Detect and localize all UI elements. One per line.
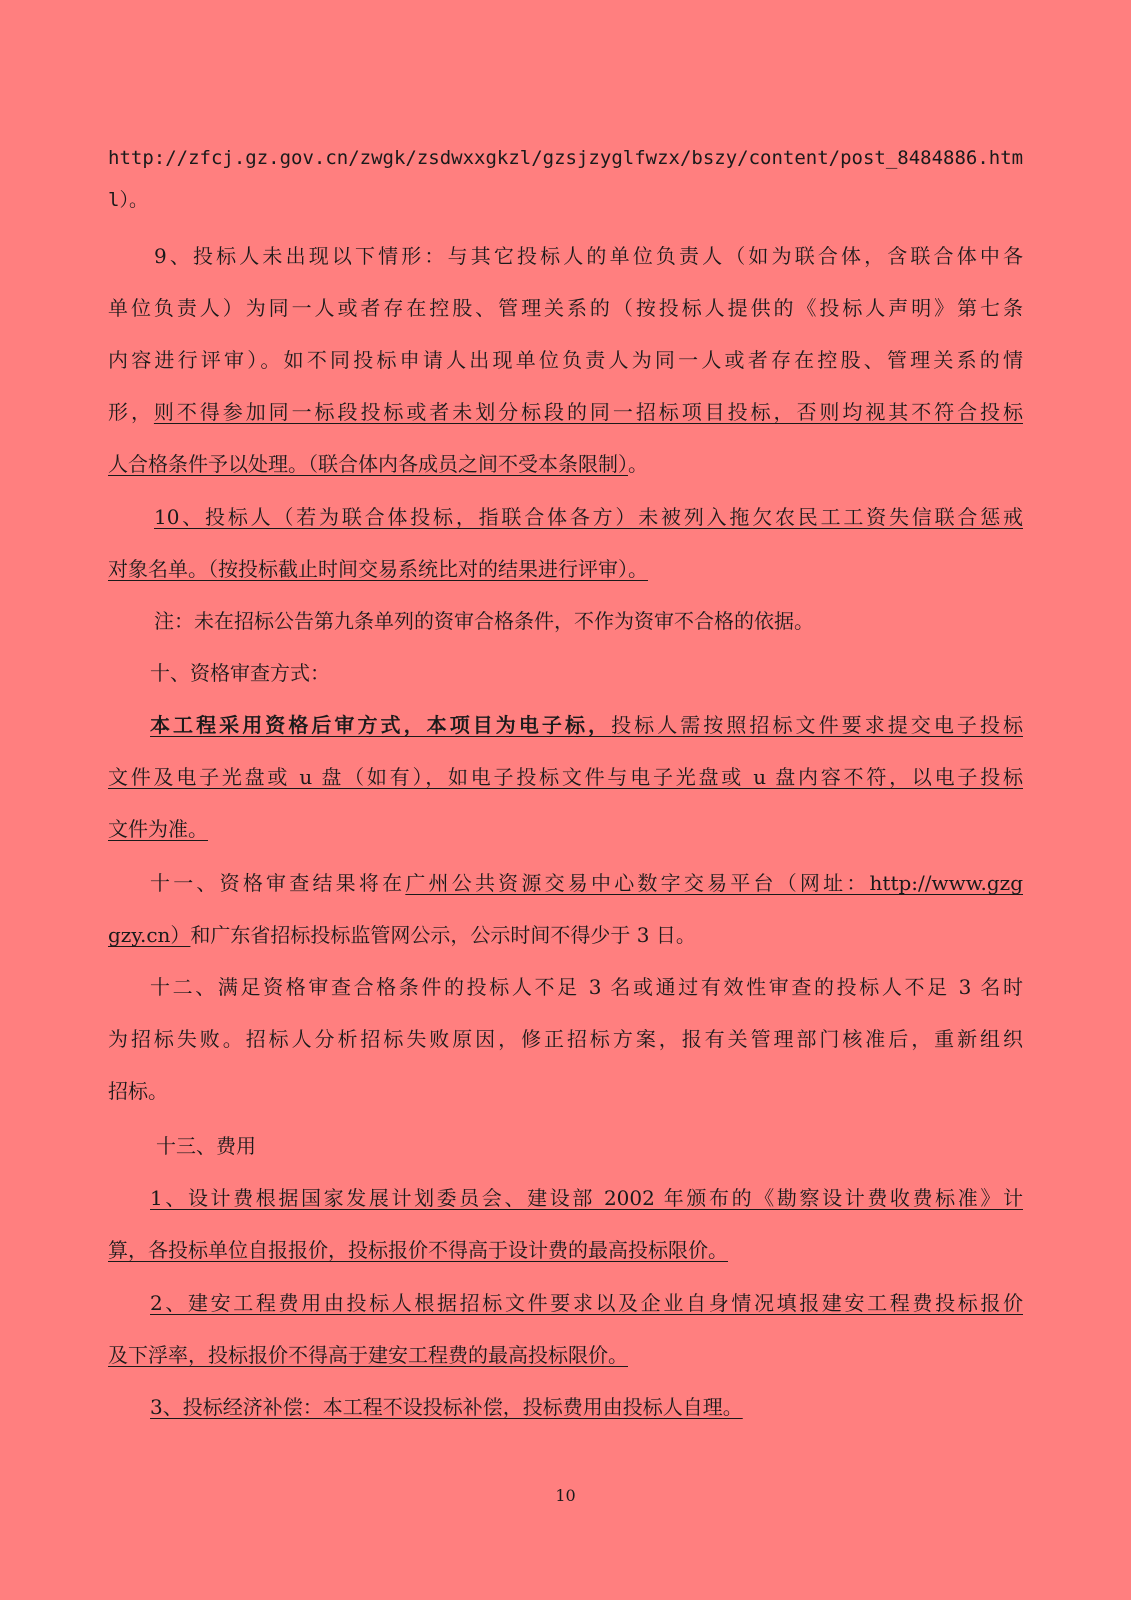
item-9-line-5-underlined: 人合格条件予以处理。（联合体内各成员之间不受本条限制） — [108, 452, 628, 476]
section-11-line-2-plain: 和广东省招标投标监管网公示，公示时间不得少于 3 日。 — [190, 923, 696, 947]
url-line-end: l）。 — [108, 189, 148, 211]
item-9-line-3: 内容进行评审）。如不同投标申请人出现单位负责人为同一人或者存在控股、管理关系的情 — [108, 348, 1023, 372]
fee-1-line-2: 算，各投标单位自报报价，投标报价不得高于设计费的最高投标限价。 — [108, 1238, 728, 1262]
page-number: 10 — [555, 1486, 576, 1505]
item-9-line-1: 9、投标人未出现以下情形：与其它投标人的单位负责人（如为联合体，含联合体中各 — [154, 244, 1023, 268]
section-11-line-1-plain: 十一、资格审查结果将在 — [150, 871, 406, 895]
fee-3-line: 3、投标经济补偿：本工程不设投标补偿，投标费用由投标人自理。 — [150, 1395, 743, 1419]
item-9-line-2: 单位负责人）为同一人或者存在控股、管理关系的（按投标人提供的《投标人声明》第七条 — [108, 296, 1023, 320]
url-line: http://zfcj.gz.gov.cn/zwgk/zsdwxxgkzl/gzsjzyglfwzx/bszy/content/post_8484886.htm — [108, 147, 1023, 169]
section-10-heading: 十、资格审查方式： — [150, 661, 330, 685]
fee-2-line-2: 及下浮率，投标报价不得高于建安工程费的最高投标限价。 — [108, 1343, 628, 1367]
item-9-line-5 — [108, 450, 1023, 478]
fee-1-line-1: 1、设计费根据国家发展计划委员会、建设部 2002 年颁布的《勘察设计费收费标准》计 — [150, 1186, 1023, 1210]
item-10-line-1: 10、投标人（若为联合体投标，指联合体各方）未被列入拖欠农民工工资失信联合惩戒 — [154, 505, 1023, 529]
fee-2-line-1: 2、建安工程费用由投标人根据招标文件要求以及企业自身情况填报建安工程费投标报价 — [150, 1291, 1023, 1315]
item-9-line-4-plain: 形， — [108, 400, 154, 424]
item-9-line-5-plain: 。 — [628, 452, 648, 476]
section-10-line-3: 文件为准。 — [108, 817, 208, 841]
section-12-line-2: 为招标失败。招标人分析招标失败原因，修正招标方案，报有关管理部门核准后，重新组织 — [108, 1027, 1023, 1051]
section-11-url-end: gzy.cn） — [108, 923, 191, 947]
item-9-line-4 — [108, 398, 1023, 426]
section-10-line-1-rest: 投标人需按照招标文件要求提交电子投标 — [611, 713, 1023, 737]
section-11-line-1 — [108, 869, 1023, 897]
item-10-line-2: 对象名单。（按投标截止时间交易系统比对的结果进行评审）。 — [108, 557, 648, 581]
section-12-line-3: 招标。 — [108, 1079, 168, 1103]
section-13-heading: 十三、费用 — [156, 1134, 256, 1158]
section-10-line-1 — [108, 711, 1023, 739]
section-11-line-2 — [108, 921, 1023, 949]
section-11-platform-link: 广州公共资源交易中心数字交易平台（网址：http://www.gzg — [405, 871, 1023, 895]
item-9-line-4-underlined: 则不得参加同一标段投标或者未划分标段的同一招标项目投标，否则均视其不符合投标 — [153, 400, 1023, 424]
section-10-bold-text: 本工程采用资格后审方式，本项目为电子标， — [150, 713, 612, 737]
note-line: 注：未在招标公告第九条单列的资审合格条件，不作为资审不合格的依据。 — [154, 609, 814, 633]
section-12-line-1: 十二、满足资格审查合格条件的投标人不足 3 名或通过有效性审查的投标人不足 3 名时 — [150, 975, 1023, 999]
section-10-line-2: 文件及电子光盘或 u 盘（如有），如电子投标文件与电子光盘或 u 盘内容不符，以电子投标 — [108, 765, 1023, 789]
